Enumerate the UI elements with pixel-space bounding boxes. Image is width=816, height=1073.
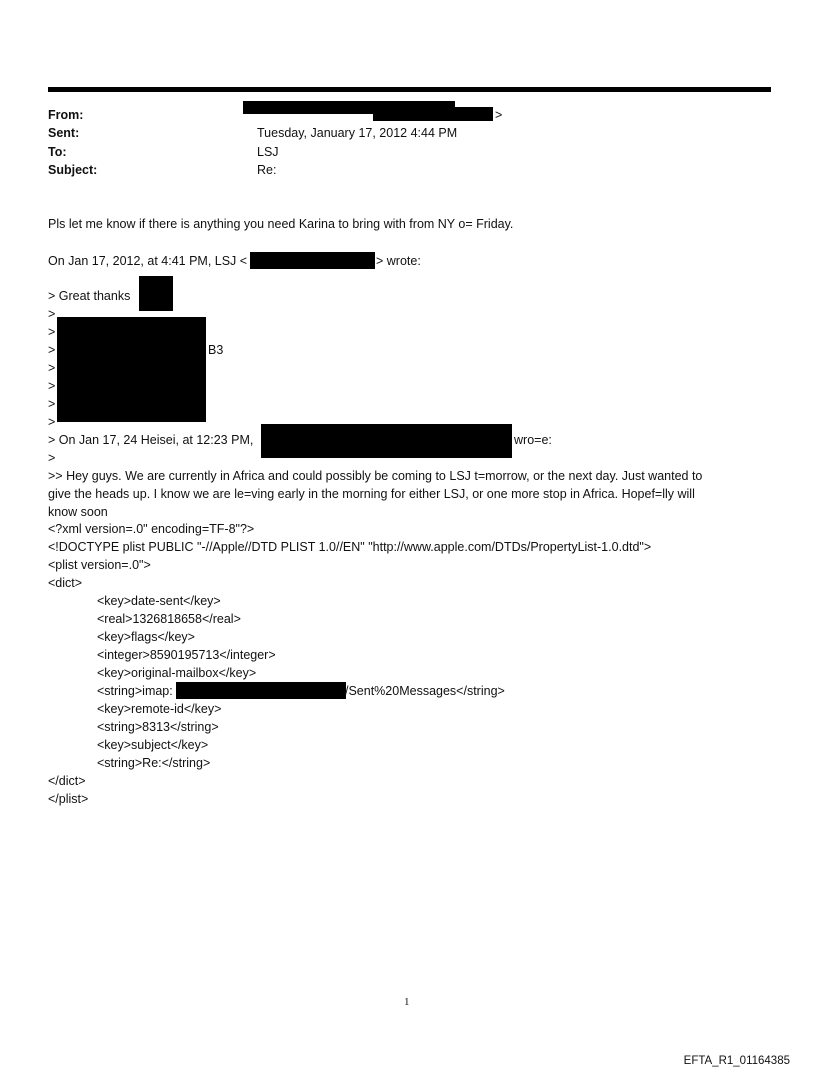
bates-number: EFTA_R1_01164385	[683, 1055, 790, 1067]
to-label: To:	[48, 145, 67, 159]
redaction-name-1	[139, 276, 173, 311]
header-rule	[48, 87, 771, 92]
xml-declaration: <?xml version=.0" encoding=TF-8"?>	[48, 522, 255, 536]
intro-line: Pls let me know if there is anything you need Karina to bring with from NY o= Friday.	[48, 217, 514, 231]
page-number: 1	[404, 996, 410, 1008]
redaction-lsj-email	[250, 252, 375, 269]
message-line-1: >> Hey guys. We are currently in Africa and could possibly be coming to LSJ t=morrow, or the next day. Just wanted to	[48, 469, 703, 483]
gt-line-4: >	[48, 361, 56, 375]
value-subject: <string>Re:</string>	[97, 756, 211, 770]
value-date-sent: <real>1326818658</real>	[97, 612, 241, 626]
gt-line-8: >	[48, 451, 56, 465]
b3-label: B3	[208, 343, 224, 357]
redaction-from-email	[373, 107, 493, 121]
dict-open: <dict>	[48, 576, 83, 590]
great-thanks-line: > Great thanks	[48, 289, 131, 303]
key-original-mailbox: <key>original-mailbox</key>	[97, 666, 257, 680]
quote-header-post: > wrote:	[376, 254, 421, 268]
quote-header-pre: On Jan 17, 2012, at 4:41 PM, LSJ <	[48, 254, 248, 268]
value-remote-id: <string>8313</string>	[97, 720, 219, 734]
redaction-sender	[261, 424, 512, 458]
sent-value: Tuesday, January 17, 2012 4:44 PM	[257, 126, 458, 140]
value-mailbox-post: /Sent%20Messages</string>	[345, 684, 505, 698]
dict-close: </dict>	[48, 774, 86, 788]
key-date-sent: <key>date-sent</key>	[97, 594, 221, 608]
gt-line-6: >	[48, 397, 56, 411]
wrote-e-text: wro=e:	[514, 433, 552, 447]
subject-label: Subject:	[48, 163, 98, 177]
plist-close: </plist>	[48, 792, 89, 806]
plist-open: <plist version=.0">	[48, 558, 151, 572]
redaction-imap-account	[176, 682, 346, 699]
gt-line-5: >	[48, 379, 56, 393]
subject-value: Re:	[257, 163, 277, 177]
from-tail: >	[495, 108, 503, 122]
key-flags: <key>flags</key>	[97, 630, 195, 644]
key-subject: <key>subject</key>	[97, 738, 209, 752]
value-mailbox-pre: <string>imap:	[97, 684, 173, 698]
gt-line-3: >	[48, 343, 56, 357]
sent-label: Sent:	[48, 126, 80, 140]
from-label: From:	[48, 108, 84, 122]
value-flags: <integer>8590195713</integer>	[97, 648, 276, 662]
key-remote-id: <key>remote-id</key>	[97, 702, 222, 716]
message-line-3: know soon	[48, 505, 108, 519]
to-value: LSJ	[257, 145, 279, 159]
gt-line-2: >	[48, 325, 56, 339]
gt-line-7: >	[48, 415, 56, 429]
gt-line-1: >	[48, 307, 56, 321]
redaction-signature-block	[57, 317, 206, 422]
doctype-line: <!DOCTYPE plist PUBLIC "-//Apple//DTD PLIST 1.0//EN" "http://www.apple.com/DTDs/PropertyList-1.0.dtd">	[48, 540, 652, 554]
on-heisei-line: > On Jan 17, 24 Heisei, at 12:23 PM,	[48, 433, 254, 447]
message-line-2: give the heads up. I know we are le=ving early in the morning for either LSJ, or one more stop in Africa. Hopef=lly will	[48, 487, 695, 501]
